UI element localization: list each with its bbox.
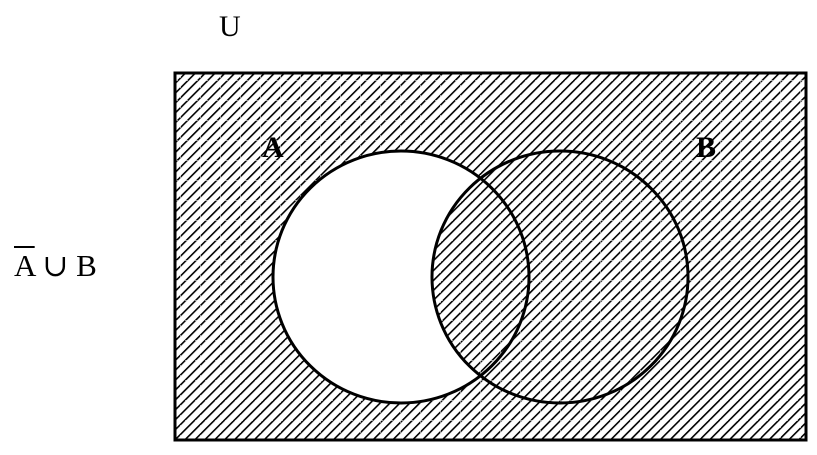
set-label-B: B (696, 131, 717, 164)
complemented-set-A: $\overline{A}$ (14, 248, 35, 283)
universe-label: U (219, 10, 241, 43)
set-label-A: A (262, 131, 284, 164)
union-operator: ∪ (42, 248, 69, 283)
expression-operand-B: B (76, 248, 97, 283)
universe-grid-overlay (175, 73, 806, 440)
